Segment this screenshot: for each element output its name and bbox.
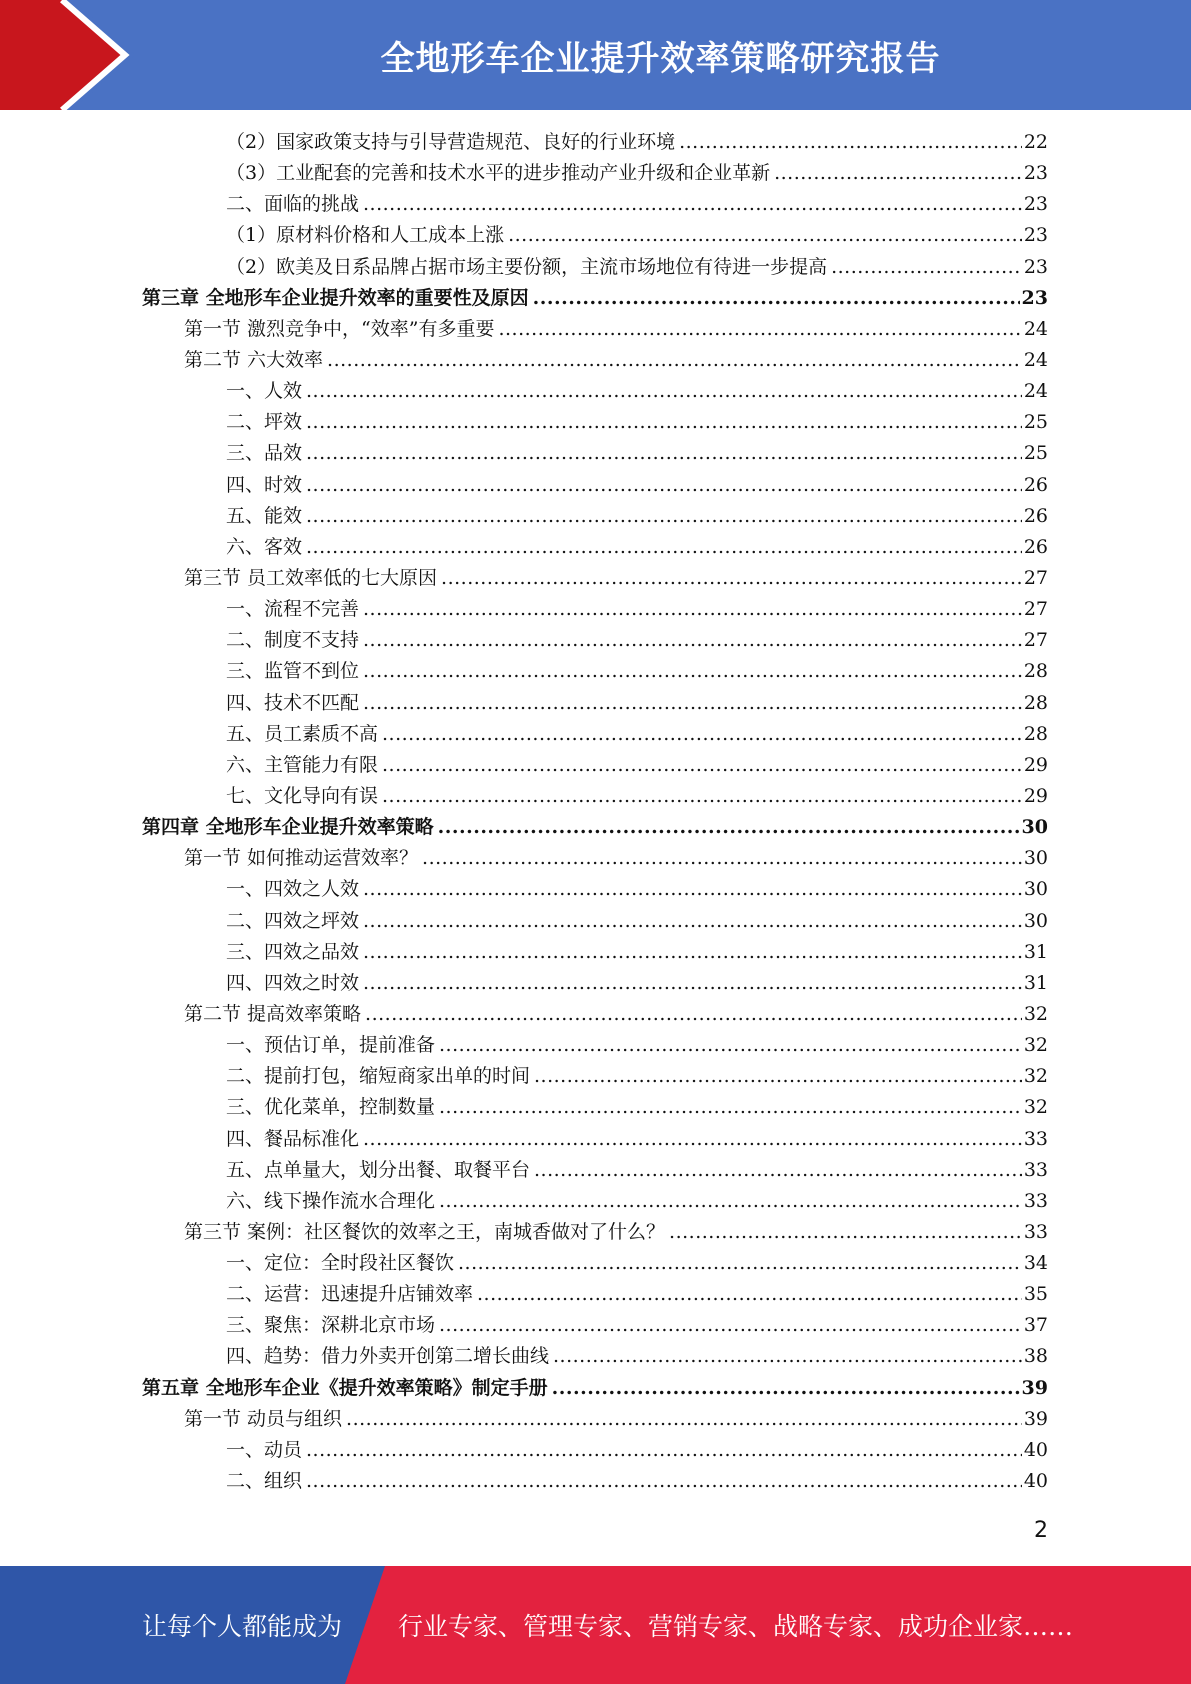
toc-entry-title: 第三节 员工效率低的七大原因 xyxy=(184,566,438,589)
toc-dot-leader xyxy=(382,723,1022,745)
toc-page-number: 23 xyxy=(1021,286,1048,309)
toc-entry-title: （1）原材料价格和人工成本上涨 xyxy=(226,224,505,247)
toc-dot-leader xyxy=(439,1034,1022,1056)
toc-page-number: 27 xyxy=(1023,598,1048,621)
toc-entry-title: 一、预估订单，提前准备 xyxy=(226,1034,436,1057)
toc-subsection-entry[interactable] xyxy=(142,158,1048,189)
toc-entry-title: 五、点单量大，划分出餐、取餐平台 xyxy=(226,1158,531,1181)
toc-page-number: 26 xyxy=(1023,535,1048,558)
toc-page-number: 40 xyxy=(1023,1438,1048,1461)
toc-entry-title: 一、流程不完善 xyxy=(226,598,360,621)
toc-subsection-entry[interactable] xyxy=(142,1186,1048,1217)
toc-page-number: 34 xyxy=(1023,1252,1048,1275)
toc-dot-leader xyxy=(363,910,1022,932)
toc-entry-title: 四、技术不匹配 xyxy=(226,691,360,714)
toc-entry-title: 第三节 案例：社区餐饮的效率之王，南城香做对了什么？ xyxy=(184,1220,666,1243)
toc-page-number: 25 xyxy=(1023,411,1048,434)
toc-dot-leader xyxy=(346,1408,1022,1430)
toc-entry-title: （2）欧美及日系品牌占据市场主要份额，主流市场地位有待进一步提高 xyxy=(226,255,828,278)
toc-dot-leader xyxy=(441,567,1022,589)
toc-dot-leader xyxy=(363,1128,1022,1150)
toc-entry-title: 三、优化菜单，控制数量 xyxy=(226,1096,436,1119)
toc-subsection-entry[interactable] xyxy=(142,937,1048,968)
toc-subsection-entry[interactable] xyxy=(142,1030,1048,1061)
toc-subsection-entry[interactable] xyxy=(142,1435,1048,1466)
toc-subsection-entry[interactable] xyxy=(142,532,1048,563)
toc-dot-leader xyxy=(363,193,1022,215)
toc-subsection-entry[interactable] xyxy=(142,594,1048,625)
toc-page-number: 33 xyxy=(1023,1189,1048,1212)
toc-section-entry[interactable] xyxy=(142,1404,1048,1435)
toc-dot-leader xyxy=(306,505,1022,527)
toc-dot-leader xyxy=(365,1003,1022,1025)
toc-page-number: 23 xyxy=(1023,255,1048,278)
toc-dot-leader xyxy=(382,785,1022,807)
toc-entry-title: 三、四效之品效 xyxy=(226,940,360,963)
toc-subsection-entry[interactable] xyxy=(142,438,1048,469)
toc-entry-title: 四、餐品标准化 xyxy=(226,1127,360,1150)
toc-entry-title: 五、能效 xyxy=(226,504,303,527)
toc-dot-leader xyxy=(669,1221,1022,1243)
toc-entry-title: 二、四效之坪效 xyxy=(226,909,360,932)
toc-page-number: 30 xyxy=(1023,878,1048,901)
toc-page-number: 29 xyxy=(1023,784,1048,807)
toc-page-number: 33 xyxy=(1023,1158,1048,1181)
toc-subsection-entry[interactable] xyxy=(142,1092,1048,1123)
toc-dot-leader xyxy=(439,1314,1022,1336)
toc-dot-leader xyxy=(363,972,1022,994)
toc-page-number: 32 xyxy=(1023,1096,1048,1119)
toc-dot-leader xyxy=(363,660,1022,682)
toc-entry-title: 第二节 六大效率 xyxy=(184,348,324,371)
toc-page-number: 32 xyxy=(1023,1034,1048,1057)
toc-dot-leader xyxy=(534,1159,1022,1181)
toc-dot-leader xyxy=(306,536,1022,558)
toc-entry-title: 二、面临的挑战 xyxy=(226,193,360,216)
toc-subsection-entry[interactable] xyxy=(142,189,1048,220)
toc-dot-leader xyxy=(831,256,1022,278)
toc-dot-leader xyxy=(774,162,1022,184)
toc-page-number: 24 xyxy=(1023,317,1048,340)
toc-subsection-entry[interactable] xyxy=(142,220,1048,251)
toc-dot-leader xyxy=(306,1439,1022,1461)
toc-chapter-entry[interactable] xyxy=(142,283,1048,314)
toc-dot-leader xyxy=(438,816,1020,838)
toc-entry-title: 第三章 全地形车企业提升效率的重要性及原因 xyxy=(142,286,529,309)
toc-dot-leader xyxy=(533,287,1020,309)
toc-dot-leader xyxy=(306,442,1022,464)
toc-entry-title: 一、动员 xyxy=(226,1438,303,1461)
toc-entry-title: 二、制度不支持 xyxy=(226,629,360,652)
toc-dot-leader xyxy=(498,318,1021,340)
toc-entry-title: 一、人效 xyxy=(226,380,303,403)
toc-subsection-entry[interactable] xyxy=(142,1124,1048,1155)
page-number: 2 xyxy=(1034,1518,1048,1543)
toc-dot-leader xyxy=(327,349,1022,371)
toc-entry-title: （2）国家政策支持与引导营造规范、良好的行业环境 xyxy=(226,131,676,153)
toc-page-number: 27 xyxy=(1023,566,1048,589)
toc-page-number: 32 xyxy=(1023,1002,1048,1025)
toc-page-number: 27 xyxy=(1023,629,1048,652)
toc-dot-leader xyxy=(439,1096,1022,1118)
toc-entry-title: 六、线下操作流水合理化 xyxy=(226,1189,436,1212)
header-red-arrow-icon xyxy=(0,0,150,110)
toc-entry-title: 二、坪效 xyxy=(226,411,303,434)
toc-dot-leader xyxy=(458,1252,1022,1274)
toc-section-entry[interactable] xyxy=(142,314,1048,345)
toc-entry-title: 三、聚焦：深耕北京市场 xyxy=(226,1314,436,1337)
toc-dot-leader xyxy=(363,941,1022,963)
toc-dot-leader xyxy=(306,474,1022,496)
footer-slogan-left: 让每个人都能成为 xyxy=(142,1612,343,1641)
toc-subsection-entry[interactable] xyxy=(142,781,1048,812)
toc-page-number: 31 xyxy=(1023,971,1048,994)
toc-subsection-entry[interactable] xyxy=(142,1155,1048,1186)
toc-subsection-entry[interactable] xyxy=(142,1248,1048,1279)
toc-dot-leader xyxy=(363,629,1022,651)
toc-section-entry[interactable] xyxy=(142,563,1048,594)
toc-entry-title: 五、员工素质不高 xyxy=(226,722,379,745)
toc-dot-leader xyxy=(363,692,1022,714)
toc-entry-title: 第四章 全地形车企业提升效率策略 xyxy=(142,816,434,839)
toc-dot-leader xyxy=(306,380,1022,402)
toc-dot-leader xyxy=(552,1377,1020,1399)
toc-entry-title: 三、监管不到位 xyxy=(226,660,360,683)
toc-dot-leader xyxy=(508,224,1022,246)
toc-entry-title: 一、定位：全时段社区餐饮 xyxy=(226,1252,455,1275)
toc-section-entry[interactable] xyxy=(142,1217,1048,1248)
toc-page-number: 31 xyxy=(1023,940,1048,963)
toc-dot-leader xyxy=(422,847,1022,869)
toc-page-number: 28 xyxy=(1023,722,1048,745)
toc-dot-leader xyxy=(439,1190,1022,1212)
toc-subsection-entry[interactable] xyxy=(142,688,1048,719)
toc-dot-leader xyxy=(363,598,1022,620)
table-of-contents xyxy=(142,127,1048,1497)
toc-page-number: 22 xyxy=(1023,131,1048,153)
toc-entry-title: 一、四效之人效 xyxy=(226,878,360,901)
toc-entry-title: 第五章 全地形车企业《提升效率策略》制定手册 xyxy=(142,1376,548,1399)
toc-subsection-entry[interactable] xyxy=(142,127,1048,158)
toc-chapter-entry[interactable] xyxy=(142,1373,1048,1404)
toc-dot-leader xyxy=(306,411,1022,433)
toc-page-number: 24 xyxy=(1023,348,1048,371)
toc-page-number: 24 xyxy=(1023,380,1048,403)
toc-subsection-entry[interactable] xyxy=(142,407,1048,438)
toc-entry-title: 三、品效 xyxy=(226,442,303,465)
toc-page-number: 23 xyxy=(1023,193,1048,216)
toc-dot-leader xyxy=(306,1470,1022,1492)
toc-page-number: 30 xyxy=(1021,816,1048,839)
footer-slogan-right: 行业专家、管理专家、营销专家、战略专家、成功企业家…… xyxy=(398,1612,1074,1641)
toc-subsection-entry[interactable] xyxy=(142,501,1048,532)
toc-subsection-entry[interactable] xyxy=(142,252,1048,283)
toc-page-number: 35 xyxy=(1023,1283,1048,1306)
toc-subsection-entry[interactable] xyxy=(142,1061,1048,1092)
toc-entry-title: 第二节 提高效率策略 xyxy=(184,1002,362,1025)
toc-page-number: 33 xyxy=(1023,1220,1048,1243)
toc-dot-leader xyxy=(382,754,1022,776)
toc-page-number: 32 xyxy=(1023,1065,1048,1088)
toc-entry-title: 六、客效 xyxy=(226,535,303,558)
toc-entry-title: 四、四效之时效 xyxy=(226,971,360,994)
report-title: 全地形车企业提升效率策略研究报告 xyxy=(380,38,941,79)
toc-entry-title: 二、组织 xyxy=(226,1470,303,1493)
toc-page-number: 25 xyxy=(1023,442,1048,465)
toc-subsection-entry[interactable] xyxy=(142,625,1048,656)
toc-section-entry[interactable] xyxy=(142,843,1048,874)
toc-entry-title: 四、时效 xyxy=(226,473,303,496)
toc-dot-leader xyxy=(553,1345,1022,1367)
toc-entry-title: 二、运营：迅速提升店铺效率 xyxy=(226,1283,474,1306)
toc-section-entry[interactable] xyxy=(142,999,1048,1030)
toc-dot-leader xyxy=(679,131,1022,153)
toc-subsection-entry[interactable] xyxy=(142,1341,1048,1372)
toc-dot-leader xyxy=(534,1065,1022,1087)
toc-chapter-entry[interactable] xyxy=(142,812,1048,843)
toc-page-number: 33 xyxy=(1023,1127,1048,1150)
toc-page-number: 30 xyxy=(1023,847,1048,870)
toc-page-number: 23 xyxy=(1023,224,1048,247)
toc-subsection-entry[interactable] xyxy=(142,656,1048,687)
toc-subsection-entry[interactable] xyxy=(142,1310,1048,1341)
toc-section-entry[interactable] xyxy=(142,345,1048,376)
toc-entry-title: 六、主管能力有限 xyxy=(226,753,379,776)
toc-page-number: 39 xyxy=(1023,1407,1048,1430)
toc-entry-title: 第一节 动员与组织 xyxy=(184,1407,343,1430)
toc-page-number: 26 xyxy=(1023,504,1048,527)
toc-entry-title: （3）工业配套的完善和技术水平的进步推动产业升级和企业革新 xyxy=(226,162,771,185)
toc-subsection-entry[interactable] xyxy=(142,1466,1048,1497)
toc-page-number: 39 xyxy=(1021,1376,1048,1399)
toc-entry-title: 四、趋势：借力外卖开创第二增长曲线 xyxy=(226,1345,550,1368)
page-header xyxy=(0,0,1191,110)
toc-entry-title: 二、提前打包，缩短商家出单的时间 xyxy=(226,1065,531,1088)
toc-subsection-entry[interactable] xyxy=(142,750,1048,781)
toc-page-number: 38 xyxy=(1023,1345,1048,1368)
toc-page-number: 28 xyxy=(1023,691,1048,714)
toc-subsection-entry[interactable] xyxy=(142,719,1048,750)
toc-page-number: 30 xyxy=(1023,909,1048,932)
toc-subsection-entry[interactable] xyxy=(142,874,1048,905)
toc-page-number: 28 xyxy=(1023,660,1048,683)
toc-page-number: 37 xyxy=(1023,1314,1048,1337)
toc-subsection-entry[interactable] xyxy=(142,906,1048,937)
toc-dot-leader xyxy=(477,1283,1022,1305)
toc-page-number: 26 xyxy=(1023,473,1048,496)
toc-page-number: 29 xyxy=(1023,753,1048,776)
toc-subsection-entry[interactable] xyxy=(142,968,1048,999)
toc-entry-title: 第一节 如何推动运营效率？ xyxy=(184,847,419,870)
page-footer xyxy=(0,1566,1191,1684)
toc-subsection-entry[interactable] xyxy=(142,376,1048,407)
toc-subsection-entry[interactable] xyxy=(142,470,1048,501)
toc-dot-leader xyxy=(363,878,1022,900)
toc-page-number: 40 xyxy=(1023,1470,1048,1493)
toc-subsection-entry[interactable] xyxy=(142,1279,1048,1310)
toc-entry-title: 第一节 激烈竞争中，“效率”有多重要 xyxy=(184,317,495,340)
toc-entry-title: 七、文化导向有误 xyxy=(226,784,379,807)
toc-page-number: 23 xyxy=(1023,162,1048,185)
